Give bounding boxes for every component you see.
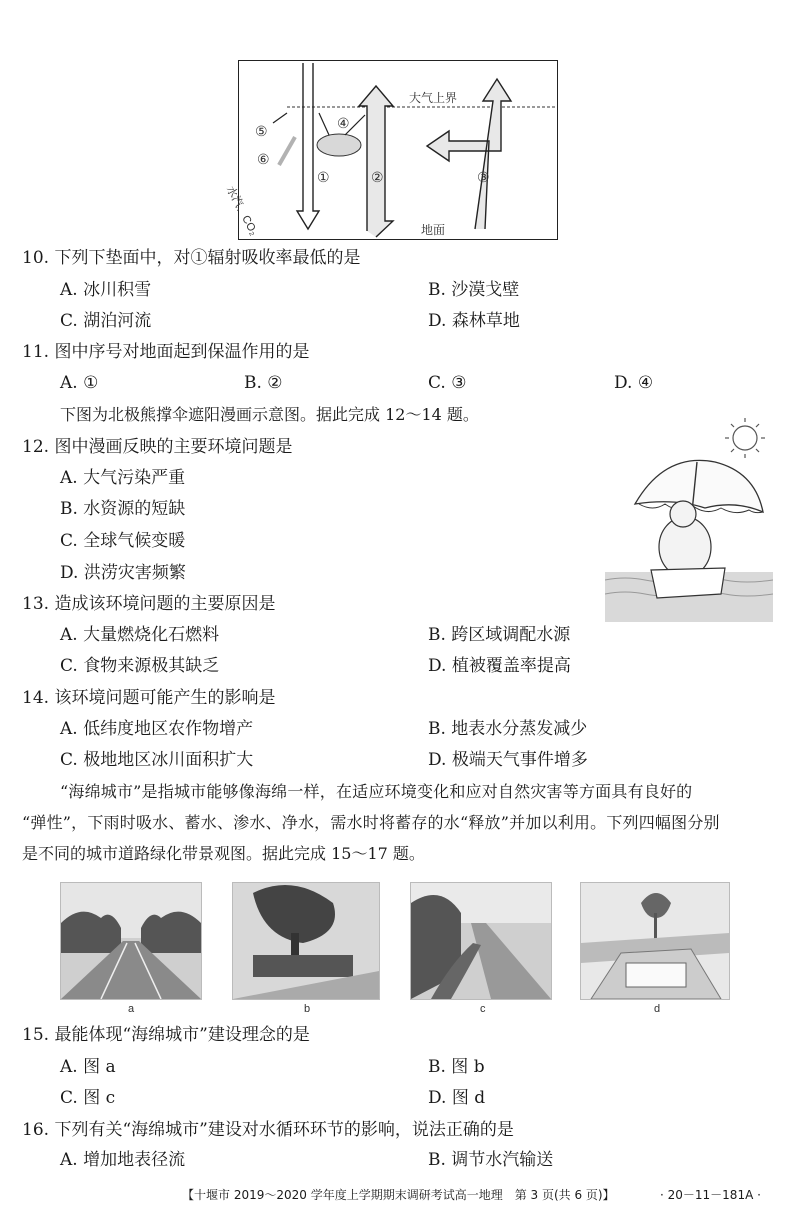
q12-option-d: D. 洪涝灾害频繁 xyxy=(60,563,186,583)
intro-12-14: 下图为北极熊撑伞遮阳漫画示意图。据此完成 12～14 题。 xyxy=(60,405,479,424)
q15-option-a: A. 图 a xyxy=(60,1057,116,1077)
photo-label-b: b xyxy=(304,1003,311,1015)
intro-15-17-line1: “海绵城市”是指城市能够像海绵一样，在适应环境变化和应对自然灾害等方面具有良好的 xyxy=(60,782,693,801)
radiation-diagram-svg xyxy=(239,61,557,239)
q16-option-a: A. 增加地表径流 xyxy=(60,1150,186,1170)
photo-b xyxy=(232,882,380,1000)
photo-a xyxy=(60,882,202,1000)
sun-icon xyxy=(725,418,765,458)
q15-option-b: B. 图 b xyxy=(428,1057,485,1077)
polar-bear-cartoon xyxy=(605,412,773,622)
label-vapor-co2: 水汽、CO₂ xyxy=(223,184,260,238)
page-footer-right: · 20－11－181A · xyxy=(660,1188,761,1202)
q14-option-d: D. 极端天气事件增多 xyxy=(428,750,588,770)
q15-stem: 15. 最能体现“海绵城市”建设理念的是 xyxy=(22,1025,310,1045)
q10-option-c: C. 湖泊河流 xyxy=(60,311,152,331)
intro-15-17-line2: “弹性”，下雨时吸水、蓄水、渗水、净水，需水时将蓄存的水“释放”并加以利用。下列四幅图分别 xyxy=(22,813,720,832)
q10-stem: 10. 下列下垫面中，对①辐射吸收率最低的是 xyxy=(22,248,361,268)
q12-stem: 12. 图中漫画反映的主要环境问题是 xyxy=(22,437,293,457)
q15-option-d: D. 图 d xyxy=(428,1088,486,1108)
q14-option-c: C. 极地地区冰川面积扩大 xyxy=(60,750,254,770)
q12-option-b: B. 水资源的短缺 xyxy=(60,499,186,519)
photo-d xyxy=(580,882,730,1000)
q13-option-d: D. 植被覆盖率提高 xyxy=(428,656,571,676)
q10-option-b: B. 沙漠戈壁 xyxy=(428,280,520,300)
radiation-diagram xyxy=(223,60,558,240)
q12-option-c: C. 全球气候变暖 xyxy=(60,531,186,551)
marker-3: ③ xyxy=(477,169,490,185)
page-footer-left: 【十堰市 2019～2020 学年度上学期期末调研考试高一地理 第 3 页(共 6 页)】 xyxy=(182,1188,615,1202)
q10-option-d: D. 森林草地 xyxy=(428,311,520,331)
q11-option-b: B. ② xyxy=(244,373,283,393)
q13-stem: 13. 造成该环境问题的主要原因是 xyxy=(22,594,276,614)
q11-stem: 11. 图中序号对地面起到保温作用的是 xyxy=(22,342,310,362)
q12-option-a: A. 大气污染严重 xyxy=(60,468,186,488)
q14-stem: 14. 该环境问题可能产生的影响是 xyxy=(22,688,276,708)
polar-bear-svg xyxy=(605,412,773,622)
intro-15-17-line3: 是不同的城市道路绿化带景观图。据此完成 15～17 题。 xyxy=(22,844,425,863)
marker-2: ② xyxy=(371,169,384,185)
q13-option-a: A. 大量燃烧化石燃料 xyxy=(60,625,220,645)
q10-option-a: A. 冰川积雪 xyxy=(60,280,152,300)
photo-label-c: c xyxy=(480,1003,486,1015)
q11-option-d: D. ④ xyxy=(614,373,654,393)
marker-1: ① xyxy=(317,169,330,185)
q13-option-b: B. 跨区域调配水源 xyxy=(428,625,571,645)
q11-option-c: C. ③ xyxy=(428,373,467,393)
photo-c xyxy=(410,882,552,1000)
q16-stem: 16. 下列有关“海绵城市”建设对水循环环节的影响，说法正确的是 xyxy=(22,1120,514,1140)
label-upper-atmosphere: 大气上界 xyxy=(409,91,458,105)
photo-label-a: a xyxy=(128,1003,135,1015)
q11-option-a: A. ① xyxy=(60,373,99,393)
marker-5: ⑤ xyxy=(255,123,268,139)
q15-option-c: C. 图 c xyxy=(60,1088,116,1108)
q13-option-c: C. 食物来源极其缺乏 xyxy=(60,656,220,676)
label-ground: 地面 xyxy=(421,223,446,237)
q16-option-b: B. 调节水汽输送 xyxy=(428,1150,554,1170)
photo-label-d: d xyxy=(654,1003,661,1015)
q14-option-a: A. 低纬度地区农作物增产 xyxy=(60,719,254,739)
q14-option-b: B. 地表水分蒸发减少 xyxy=(428,719,588,739)
marker-4: ④ xyxy=(337,115,350,131)
marker-6: ⑥ xyxy=(257,151,270,167)
